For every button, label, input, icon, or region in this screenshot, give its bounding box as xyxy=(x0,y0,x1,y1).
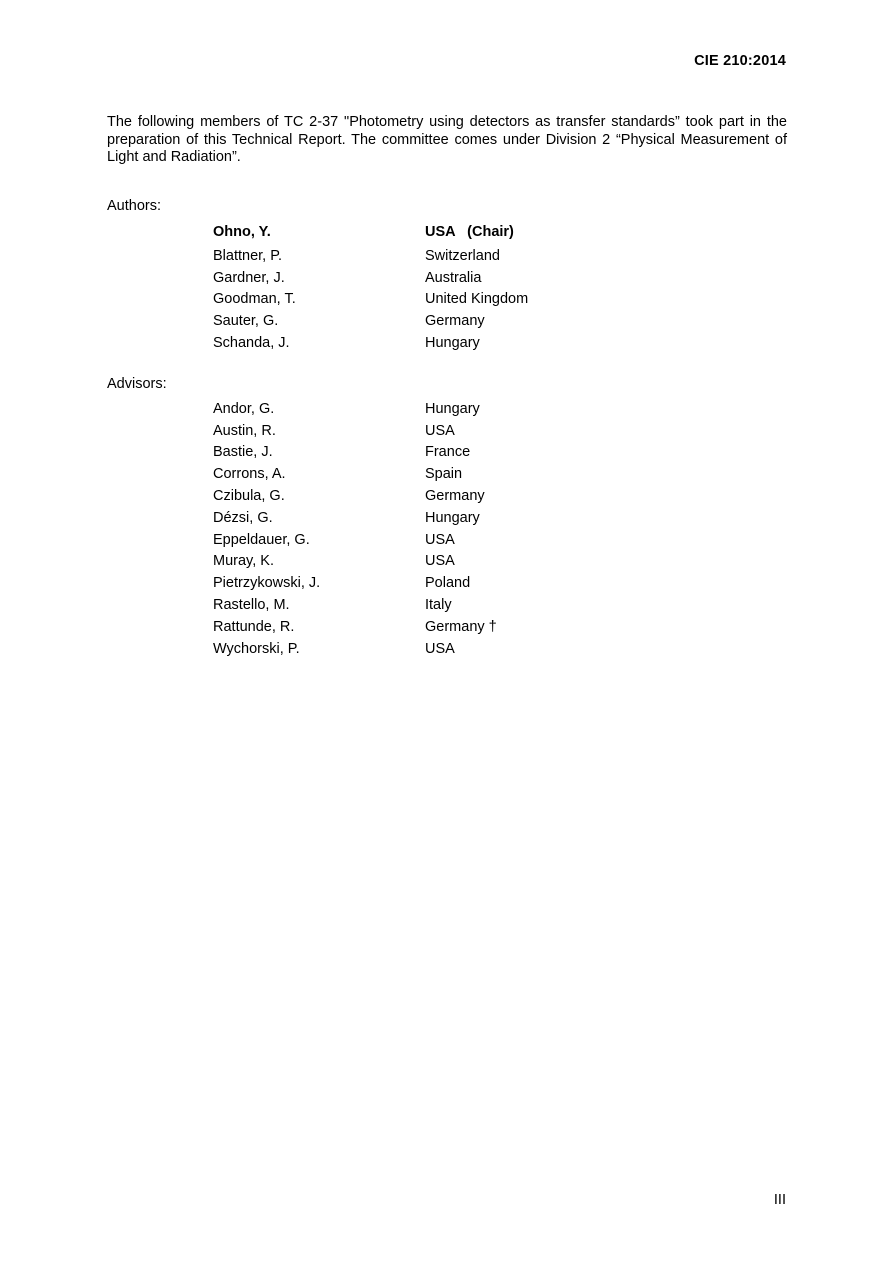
member-name: Rastello, M. xyxy=(213,597,290,614)
advisor-row xyxy=(213,485,613,507)
member-name: Goodman, T. xyxy=(213,291,296,308)
member-name: Bastie, J. xyxy=(213,444,273,461)
advisor-row xyxy=(213,551,613,573)
member-country: Germany xyxy=(425,488,485,505)
member-country: USA xyxy=(425,422,455,439)
member-name: Gardner, J. xyxy=(213,269,285,286)
author-row xyxy=(213,219,613,245)
member-country: USA xyxy=(425,553,455,570)
member-country: USA xyxy=(425,640,455,657)
authors-list xyxy=(213,219,613,354)
member-country: Hungary xyxy=(425,509,480,526)
member-country: United Kingdom xyxy=(425,291,529,308)
member-country: Switzerland xyxy=(425,247,500,264)
member-country: USA xyxy=(425,531,455,548)
member-country: Poland xyxy=(425,575,471,592)
advisor-row xyxy=(213,442,613,464)
author-row xyxy=(213,245,613,267)
member-country: Germany xyxy=(425,313,485,330)
member-name: Andor, G. xyxy=(213,400,275,417)
member-name: Muray, K. xyxy=(213,553,274,570)
member-name: Wychorski, P. xyxy=(213,640,300,657)
page-number: III xyxy=(773,1192,786,1208)
member-name: Corrons, A. xyxy=(213,466,286,483)
member-name: Dézsi, G. xyxy=(213,509,273,526)
author-row xyxy=(213,310,613,332)
member-country: Hungary xyxy=(425,400,480,417)
member-country: USA (Chair) xyxy=(425,224,514,240)
member-country: Australia xyxy=(425,269,482,286)
member-name: Rattunde, R. xyxy=(213,618,295,635)
advisor-row xyxy=(213,638,613,660)
member-country: Germany † xyxy=(425,618,497,635)
intro-paragraph: The following members of TC 2-37 "Photometry using detectors as transfer standards” took part in the preparation of this Technical Report. The committee comes under Division 2 “Physical Measurement of Light and Radiation”. xyxy=(107,114,787,165)
advisor-row xyxy=(213,616,613,638)
member-name: Ohno, Y. xyxy=(213,224,271,240)
advisor-row xyxy=(213,529,613,551)
member-country: Hungary xyxy=(425,335,480,352)
document-reference: CIE 210:2014 xyxy=(694,53,786,69)
authors-label: Authors: xyxy=(107,198,161,214)
member-name: Eppeldauer, G. xyxy=(213,531,310,548)
member-country: France xyxy=(425,444,471,461)
member-name: Blattner, P. xyxy=(213,247,283,264)
author-row xyxy=(213,267,613,289)
advisor-row xyxy=(213,420,613,442)
advisor-row xyxy=(213,398,613,420)
member-name: Pietrzykowski, J. xyxy=(213,575,321,592)
member-country: Italy xyxy=(425,597,452,614)
author-row xyxy=(213,289,613,311)
member-name: Czibula, G. xyxy=(213,488,285,505)
member-name: Austin, R. xyxy=(213,422,276,439)
member-name: Sauter, G. xyxy=(213,313,279,330)
advisors-label: Advisors: xyxy=(107,376,167,392)
advisor-row xyxy=(213,572,613,594)
author-row xyxy=(213,332,613,354)
advisors-list xyxy=(213,398,613,660)
member-country: Spain xyxy=(425,466,463,483)
member-name: Schanda, J. xyxy=(213,335,290,352)
advisor-row xyxy=(213,463,613,485)
advisor-row xyxy=(213,507,613,529)
advisor-row xyxy=(213,594,613,616)
